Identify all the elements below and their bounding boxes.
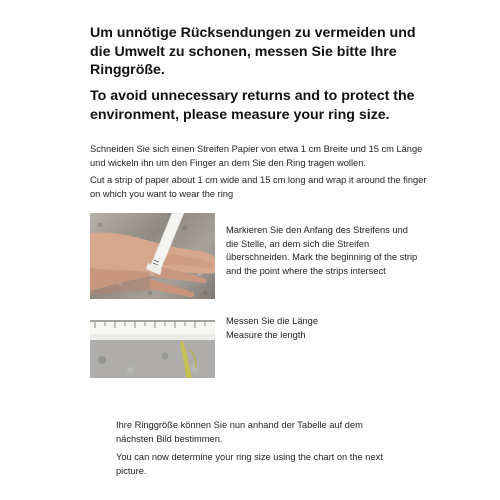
ruler-measurement-photo bbox=[90, 320, 215, 378]
heading-english: To avoid unnecessary returns and to protect the environment, please measure your ring size. bbox=[90, 88, 415, 123]
result-german: Ihre Ringgröße können Sie nun anhand der Tabelle auf dem nächsten Bild bestimmen. bbox=[116, 420, 363, 444]
step2-caption: Markieren Sie den Anfang des Streifens und die Stelle, an dem sich die Streifen überschneiden. Mark the beginning of the strip and the point where the strips intersect bbox=[226, 225, 418, 276]
step3-caption-german: Messen Sie die Länge bbox=[226, 316, 318, 326]
heading-german: Um unnötige Rücksendungen zu vermeiden und die Umwelt zu schonen, messen Sie bitte Ihre Ringgröße. bbox=[90, 25, 416, 78]
step3-caption bbox=[226, 315, 421, 342]
hand-with-strip-photo bbox=[90, 213, 215, 299]
step3-caption-english: Measure the length bbox=[226, 329, 306, 340]
result-english: You can now determine your ring size using the chart on the next picture. bbox=[116, 452, 383, 476]
step1-german: Schneiden Sie sich einen Streifen Papier von etwa 1 cm Breite und 15 cm Länge und wickeln ihn um den Finger an dem Sie den Ring tragen wollen. bbox=[90, 144, 423, 168]
step1-english: Cut a strip of paper about 1 cm wide and 15 cm long and wrap it around the finger on which you want to wear the ring bbox=[90, 175, 427, 199]
